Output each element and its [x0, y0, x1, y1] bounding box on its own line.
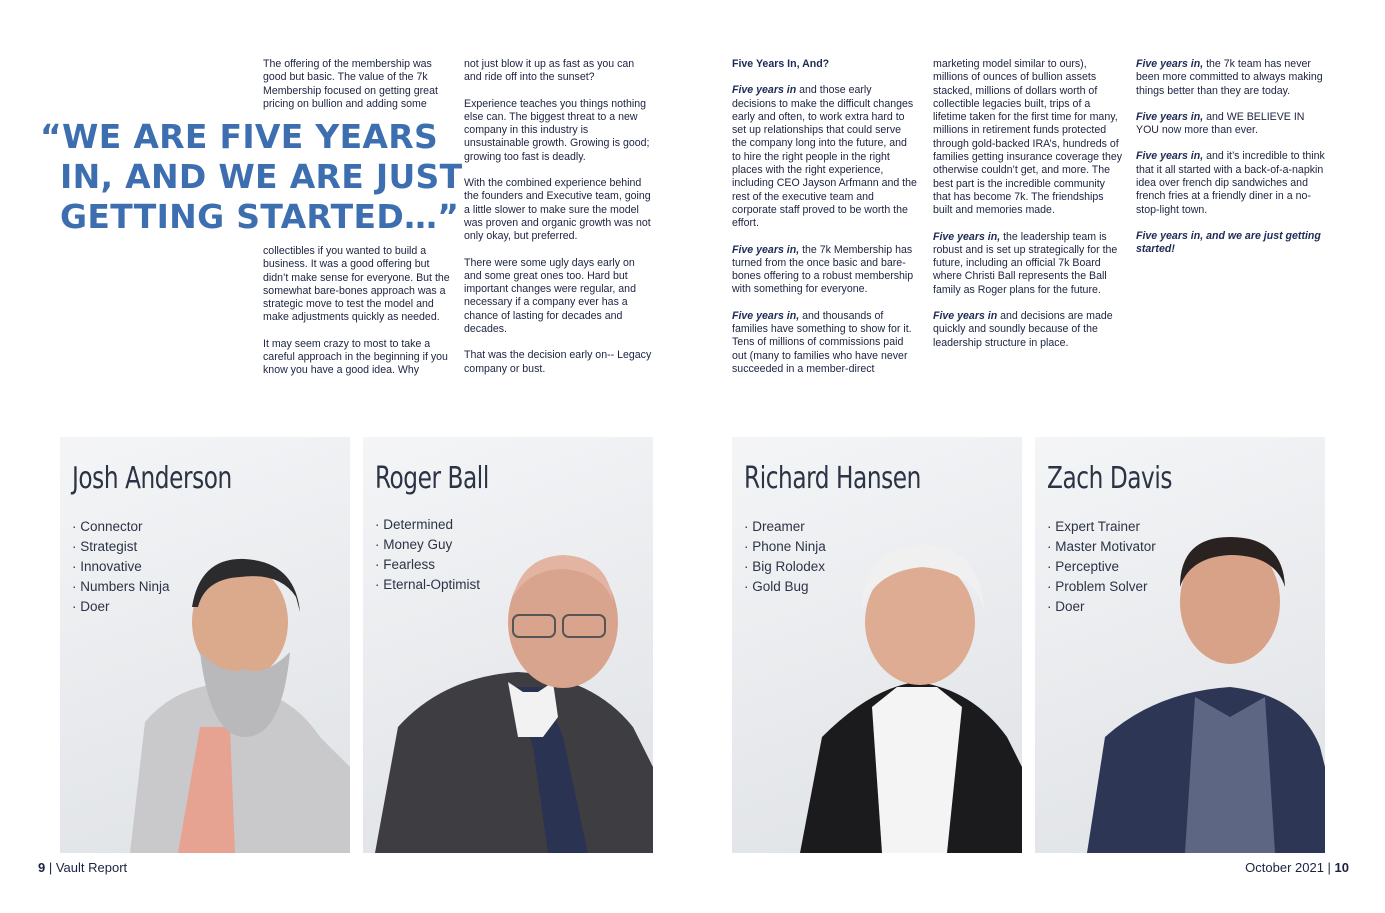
trait-item: · Perceptive: [1047, 557, 1156, 577]
portrait-photo: [1035, 437, 1325, 853]
keyword: Five years in,: [732, 309, 800, 322]
body-paragraph: There were some ugly days early on and some great ones too. Hard but important changes were regular, and necessary if a company ever has a chance of lasting for decades and decades.: [464, 256, 636, 336]
body-paragraph: [732, 310, 918, 376]
body-paragraph: not just blow it up as fast as you can and ride off into the sunset?: [464, 58, 635, 84]
trait-item: · Doer: [1047, 597, 1156, 617]
keyword: Five years in,: [732, 243, 800, 256]
body-paragraph: marketing model similar to ours), millions of ounces of bullion assets stacked, millions of dollars worth of collectible legacies built, trips of a lifetime taken for the first time for many, millions in retirement funds protected through gold-backed IRA’s, hundreds of families getting insurance coverage they otherwise couldn’t get, and more. The best part is the incredible community that has become 7k. The friendships built and memories made.: [933, 58, 1123, 217]
quote-line-2: IN, AND WE ARE JUST: [60, 157, 463, 196]
trait-item: · Innovative: [72, 557, 170, 577]
keyword: Five years in,: [1136, 110, 1204, 123]
footer-left: [38, 860, 127, 875]
trait-list: [375, 515, 480, 595]
body-paragraph: [933, 310, 1123, 350]
paragraph-text: the 7k Membership has turned from the once basic and bare-bones offering to a robust membership with something for everyone.: [732, 243, 914, 296]
trait-list: [72, 517, 170, 617]
body-paragraph: With the combined experience behind the founders and Executive team, going a little slower to make sure the model was proven and organic growth was not only okay, but preferred.: [464, 177, 651, 243]
body-paragraph: [732, 244, 918, 297]
page-number: 10: [1334, 860, 1349, 875]
quote-line-3: GETTING STARTED…”: [60, 197, 460, 236]
paragraph-text: and WE BELIEVE IN YOU now more than ever.: [1136, 110, 1305, 137]
trait-list: [744, 517, 826, 597]
trait-item: · Determined: [375, 515, 480, 535]
right-col1: [732, 58, 918, 389]
portrait-photo: [363, 437, 653, 853]
trait-item: · Doer: [72, 597, 170, 617]
left-col2: [464, 58, 654, 389]
profile-card-josh: [60, 437, 350, 853]
profile-name: Roger Ball: [375, 461, 489, 496]
trait-item: · Big Rolodex: [744, 557, 826, 577]
trait-item: · Expert Trainer: [1047, 517, 1156, 537]
trait-item: · Problem Solver: [1047, 577, 1156, 597]
body-paragraph: It may seem crazy to most to take a careful approach in the beginning if you know you have a good idea. Why: [263, 337, 448, 377]
body-paragraph: [1136, 150, 1328, 216]
section-heading: Five Years In, And?: [732, 58, 830, 70]
trait-item: · Dreamer: [744, 517, 826, 537]
keyword: Five years in: [732, 84, 797, 97]
footer-right: [1245, 860, 1349, 875]
body-paragraph: [1136, 58, 1328, 98]
body-paragraph: [933, 231, 1123, 297]
left-col1-top: [263, 58, 455, 124]
pull-quote: [40, 117, 463, 237]
paragraph-text: and thousands of families have something to show for it. Tens of millions of commissions paid out (many to families who have never succeeded in a member-direct: [732, 309, 912, 375]
paragraph-text: and it’s incredible to think that it all started with a back-of-a-napkin idea over french dip sandwiches and french fries at a friendly diner in a no-stop-light town.: [1136, 150, 1325, 216]
body-paragraph: collectibles if you wanted to build a business. It was a good offering but didn’t make sense for everyone. But the somewhat bare-bones approach was a strategic move to test the model and make adjustments quickly as needed.: [263, 245, 450, 324]
body-paragraph: [1136, 111, 1328, 138]
right-col3: [1136, 58, 1328, 270]
page-number: 9: [38, 860, 46, 875]
portrait-photo: [60, 437, 350, 853]
trait-list: [1047, 517, 1156, 617]
publication-name: | Vault Report: [45, 860, 128, 875]
trait-item: · Fearless: [375, 555, 480, 575]
profile-name: Josh Anderson: [72, 461, 232, 496]
trait-item: · Eternal-Optimist: [375, 575, 480, 595]
portrait-photo: [732, 437, 1022, 853]
profile-card-richard: [732, 437, 1022, 853]
paragraph-text: and decisions are made quickly and soundly because of the leadership structure in place.: [933, 310, 1113, 349]
profile-name: Richard Hansen: [744, 461, 921, 496]
keyword: Five years in,: [933, 230, 1001, 243]
trait-item: · Numbers Ninja: [72, 577, 170, 597]
profile-card-roger: [363, 437, 653, 853]
trait-item: · Money Guy: [375, 535, 480, 555]
profile-name: Zach Davis: [1047, 461, 1173, 496]
trait-item: · Phone Ninja: [744, 537, 826, 557]
paragraph-text: and those early decisions to make the difficult changes early and often, to work extra hard to set up relationships that could serve the company long into the future, and to hire the right people in the right places with the right experience, including CEO Jayson Arfmann and the rest of the executive team and corporate staff proved to be worth the effort.: [732, 84, 917, 230]
body-paragraph: Experience teaches you things nothing else can. The biggest threat to a new company in this industry is unsustainable growth. Growing is good; growing too fast is deadly.: [464, 97, 650, 163]
quote-line-1: “WE ARE FIVE YEARS: [40, 117, 439, 156]
right-col2: [933, 58, 1123, 363]
profile-card-zach: [1035, 437, 1325, 853]
body-paragraph: The offering of the membership was good but basic. The value of the 7k Membership focused on getting great pricing on bullion and adding some: [263, 58, 438, 110]
trait-item: · Strategist: [72, 537, 170, 557]
keyword: Five years in,: [1136, 58, 1204, 70]
trait-item: · Gold Bug: [744, 577, 826, 597]
body-paragraph: [732, 84, 918, 230]
trait-item: · Master Motivator: [1047, 537, 1156, 557]
closing-line: Five years in, and we are just getting started!: [1136, 229, 1321, 256]
issue-date: October 2021 |: [1245, 860, 1335, 875]
trait-item: · Connector: [72, 517, 170, 537]
keyword: Five years in,: [1136, 150, 1204, 163]
keyword: Five years in: [933, 310, 998, 323]
body-paragraph: That was the decision early on-- Legacy company or bust.: [464, 349, 652, 375]
paragraph-text: the 7k team has never been more committed to always making things better than they are today.: [1136, 58, 1323, 97]
paragraph-text: the leadership team is robust and is set up strategically for the future, including an official 7k Board where Christi Ball represents the Ball family as Roger plans for the future.: [933, 230, 1118, 296]
left-col1-bottom: [263, 245, 455, 391]
